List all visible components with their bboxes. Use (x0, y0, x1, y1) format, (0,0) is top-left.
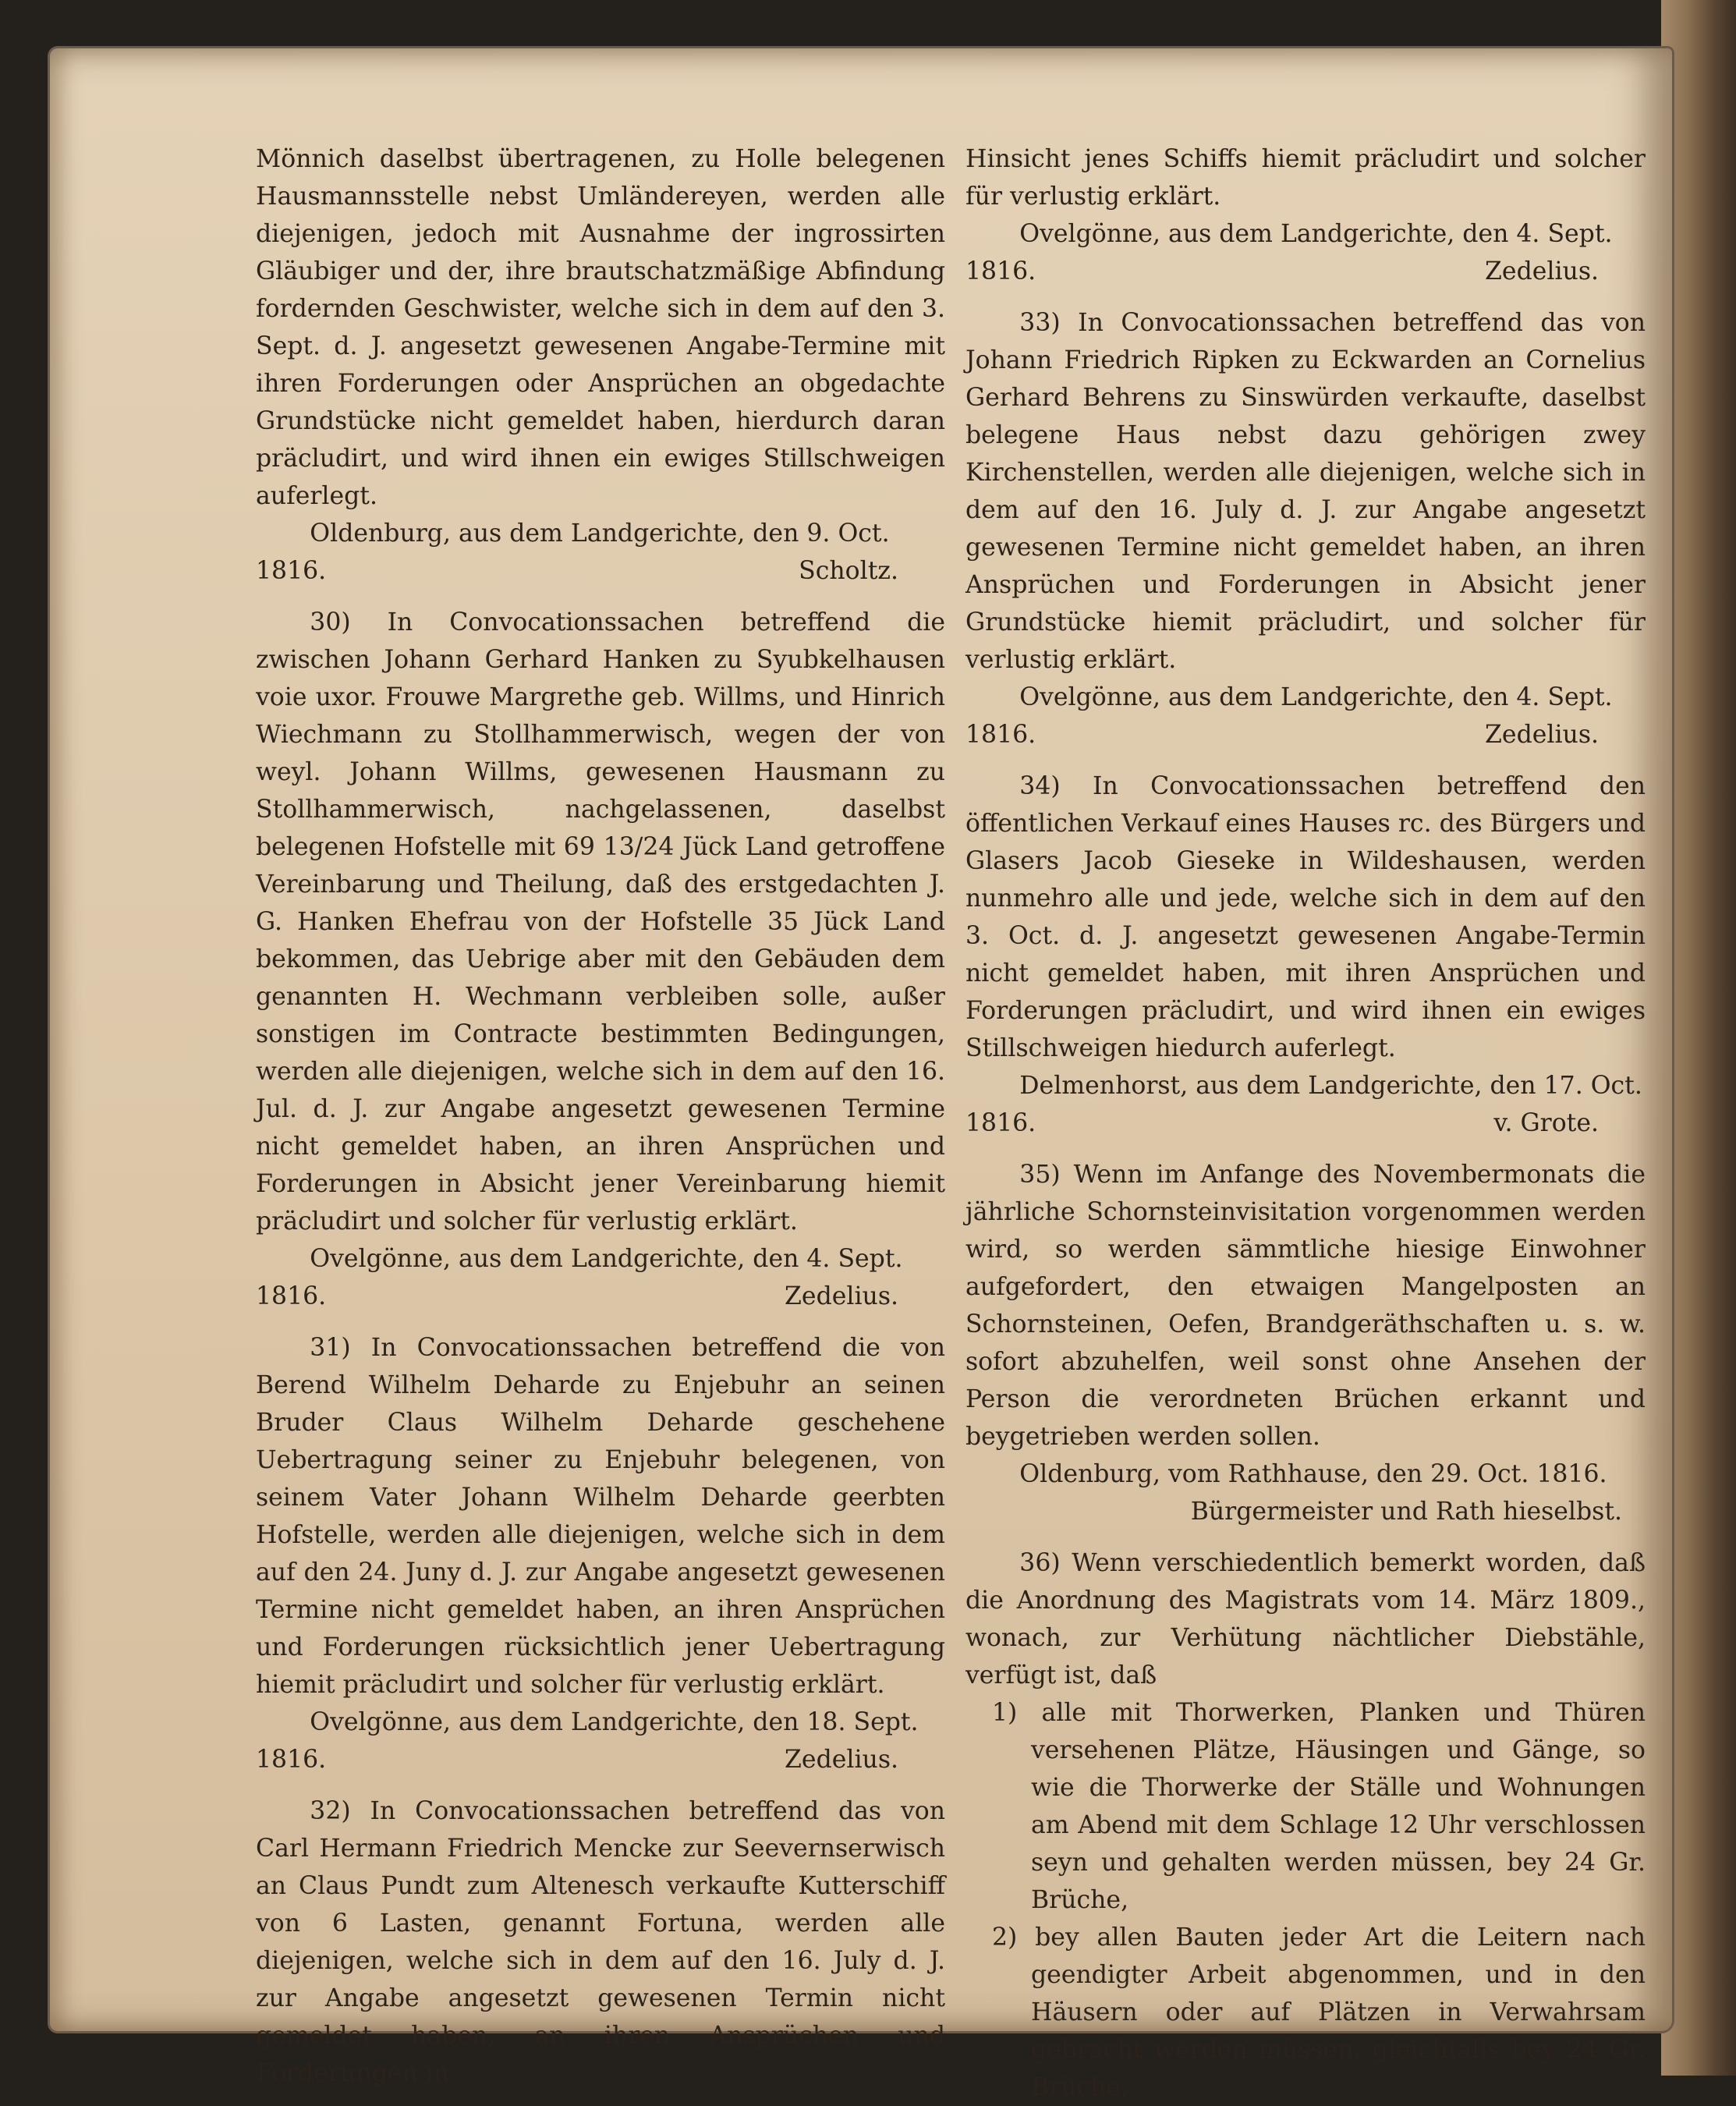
notice-35-text: 35) Wenn im Anfange des Novembermonats die jährliche Schornsteinvisitation vorgenommen werden wird, so werden sämmtliche hiesige Einwohner aufgefordert, den etwaigen Mangelposten an Schornsteinen, Oefen, Brandgeräthschaften u. s. w. sofort abzuhelfen, weil sonst ohne Ansehen der Person die verordneten Brüchen erkannt und beygetrieben werden sollen. (965, 1161, 1646, 1451)
notice-35-signature: Bürgermeister und Rath hieselbst. (1190, 1498, 1622, 1526)
notice-34-place-date: Delmenhorst, aus dem Landgerichte, den 17. Oct. (1019, 1072, 1642, 1100)
notice-34-year: 1816. (965, 1109, 1036, 1137)
notice-31-year: 1816. (256, 1746, 327, 1774)
notice-31-signature: Zedelius. (785, 1746, 898, 1774)
notice-29-signature: Scholtz. (799, 557, 898, 585)
notice-29-year: 1816. (256, 557, 327, 585)
notice-31-place-date: Ovelgönne, aus dem Landgerichte, den 18. Sept. (310, 1708, 919, 1736)
notice-32-text: 32) In Convocationssachen betreffend das von Carl Hermann Friedrich Mencke zur Seevernserwisch an Claus Pundt zum Altenesch verkaufte Kutterschiff von 6 Lasten, genannt Fortuna, werden alle diejenigen, welche sich in dem auf den 16. July d. J. zur Angabe angesetzt gewesenen Termin nicht gemeldet haben, an ihren Ansprüchen und Forderungen in (256, 1797, 945, 2087)
notice-30-place-date: Ovelgönne, aus dem Landgerichte, den 4. Sept. (310, 1245, 903, 1273)
notice-29-continuation: Mönnich daselbst übertragenen, zu Holle belegenen Hausmannsstelle nebst Umländereyen, werden alle diejenigen, jedoch mit Ausnahme der ingrossirten Gläubiger und der, ihre brautschatzmäßige Abfindung fordernden Geschwister, welche sich in dem auf den 3. Sept. d. J. angesetzt gewesenen Angabe-Termine mit ihren Forderungen oder Ansprüchen an obgedachte Grundstücke nicht gemeldet haben, hierdurch daran präcludirt, und wird ihnen ein ewiges Stillschweigen auferlegt. (256, 145, 945, 510)
left-column (256, 140, 945, 2092)
notice-30-year: 1816. (256, 1282, 327, 1310)
notice-33-text: 33) In Convocationssachen betreffend das von Johann Friedrich Ripken zu Eckwarden an Cornelius Gerhard Behrens zu Sinswürden verkaufte, daselbst belegene Haus nebst dazu gehörigen zwey Kirchenstellen, werden alle diejenigen, welche sich in dem auf den 16. July d. J. zur Angabe angesetzt gewesenen Termine nicht gemeldet haben, an ihren Ansprüchen und Forderungen in Absicht jener Grundstücke hiemit präcludirt, und solcher für verlustig erklärt. (965, 309, 1646, 674)
notice-29-place-date: Oldenburg, aus dem Landgerichte, den 9. Oct. (310, 519, 890, 548)
notice-32-place-date: Ovelgönne, aus dem Landgerichte, den 4. Sept. (1019, 220, 1613, 248)
notice-34-signature: v. Grote. (1493, 1109, 1599, 1137)
notice-33-place-date: Ovelgönne, aus dem Landgerichte, den 4. Sept. (1019, 683, 1613, 711)
notice-29-year-signature (256, 552, 945, 590)
notice-30-year-signature (256, 1278, 945, 1315)
notice-36-text: 36) Wenn verschiedentlich bemerkt worden, daß die Anordnung des Magistrats vom 14. März 1809., wonach, zur Verhütung nächtlicher Diebstähle, verfügt ist, daß (965, 1549, 1646, 1689)
notice-31-text: 31) In Convocationssachen betreffend die von Berend Wilhelm Deharde zu Enjebuhr an seinen Bruder Claus Wilhelm Deharde geschehene Uebertragung seiner zu Enjebuhr belegenen, von seinem Vater Johann Wilhelm Deharde geerbten Hofstelle, werden alle diejenigen, welche sich in dem auf den 24. Juny d. J. zur Angabe angesetzt gewesenen Termine nicht gemeldet haben, an ihren Ansprüchen und Forderungen rücksichtlich jener Uebertragung hiemit präcludirt und solcher für verlustig erklärt. (256, 1334, 945, 1699)
notice-30-text: 30) In Convocationssachen betreffend die zwischen Johann Gerhard Hanken zu Syubkelhausen voie uxor. Frouwe Margrethe geb. Willms, und Hinrich Wiechmann zu Stollhammerwisch, wegen der von weyl. Johann Willms, gewesenen Hausmann zu Stollhammerwisch, nachgelassenen, daselbst belegenen Hofstelle mit 69 13/24 Jück Land getroffene Vereinbarung und Theilung, daß des erstgedachten J. G. Hanken Ehefrau von der Hofstelle 35 Jück Land bekommen, das Uebrige aber mit den Gebäuden dem genannten H. Wechmann verbleiben solle, außer sonstigen im Contracte bestimmten Bedingungen, werden alle diejenigen, welche sich in dem auf den 16. Jul. d. J. zur Angabe angesetzt gewesenen Termine nicht gemeldet haben, an ihren Ansprüchen und Forderungen in Absicht jener Vereinbarung hiemit präcludirt und solcher für verlustig erklärt. (256, 608, 945, 1236)
notice-34-text: 34) In Convocationssachen betreffend den öffentlichen Verkauf eines Hauses rc. des Bürgers und Glasers Jacob Gieseke in Wildeshausen, werden nunmehro alle und jede, welche sich in dem auf den 3. Oct. d. J. angesetzt gewesenen Angabe-Termin nicht gemeldet haben, mit ihren Ansprüchen und Forderungen präcludirt, und wird ihnen ein ewiges Stillschweigen hiedurch auferlegt. (965, 772, 1646, 1062)
notice-32-continuation: Hinsicht jenes Schiffs hiemit präcludirt und solcher für verlustig erklärt. (965, 145, 1646, 211)
notice-34-year-signature (965, 1104, 1646, 1142)
right-column (965, 140, 1646, 2106)
book-spine (1661, 0, 1736, 2076)
notice-31-year-signature (256, 1741, 945, 1778)
notice-33-year: 1816. (965, 721, 1036, 749)
notice-36-item-2: 2) bey allen Bauten jeder Art die Leitern nach geendigter Arbeit abgenommen, und in den Häusern oder auf Plätzen in Verwahrsam gebracht werden müssen, gleichfalls bey 24 Gr. Brüche, (992, 1923, 1646, 2101)
notice-33-signature: Zedelius. (1485, 721, 1599, 749)
notice-33-year-signature (965, 716, 1646, 753)
notice-32-year-signature (965, 253, 1646, 290)
notice-30-signature: Zedelius. (785, 1282, 898, 1310)
notice-32-signature: Zedelius. (1485, 257, 1599, 285)
notice-32-year: 1816. (965, 257, 1036, 285)
notice-35-place-date: Oldenburg, vom Rathhause, den 29. Oct. 1816. (1019, 1460, 1607, 1488)
notice-36-item-1: 1) alle mit Thorwerken, Planken und Thüren versehenen Plätze, Häusingen und Gänge, so wie die Thorwerke der Ställe und Wohnungen am Abend mit dem Schlage 12 Uhr verschlossen seyn und gehalten werden müssen, bey 24 Gr. Brüche, (992, 1699, 1646, 1914)
